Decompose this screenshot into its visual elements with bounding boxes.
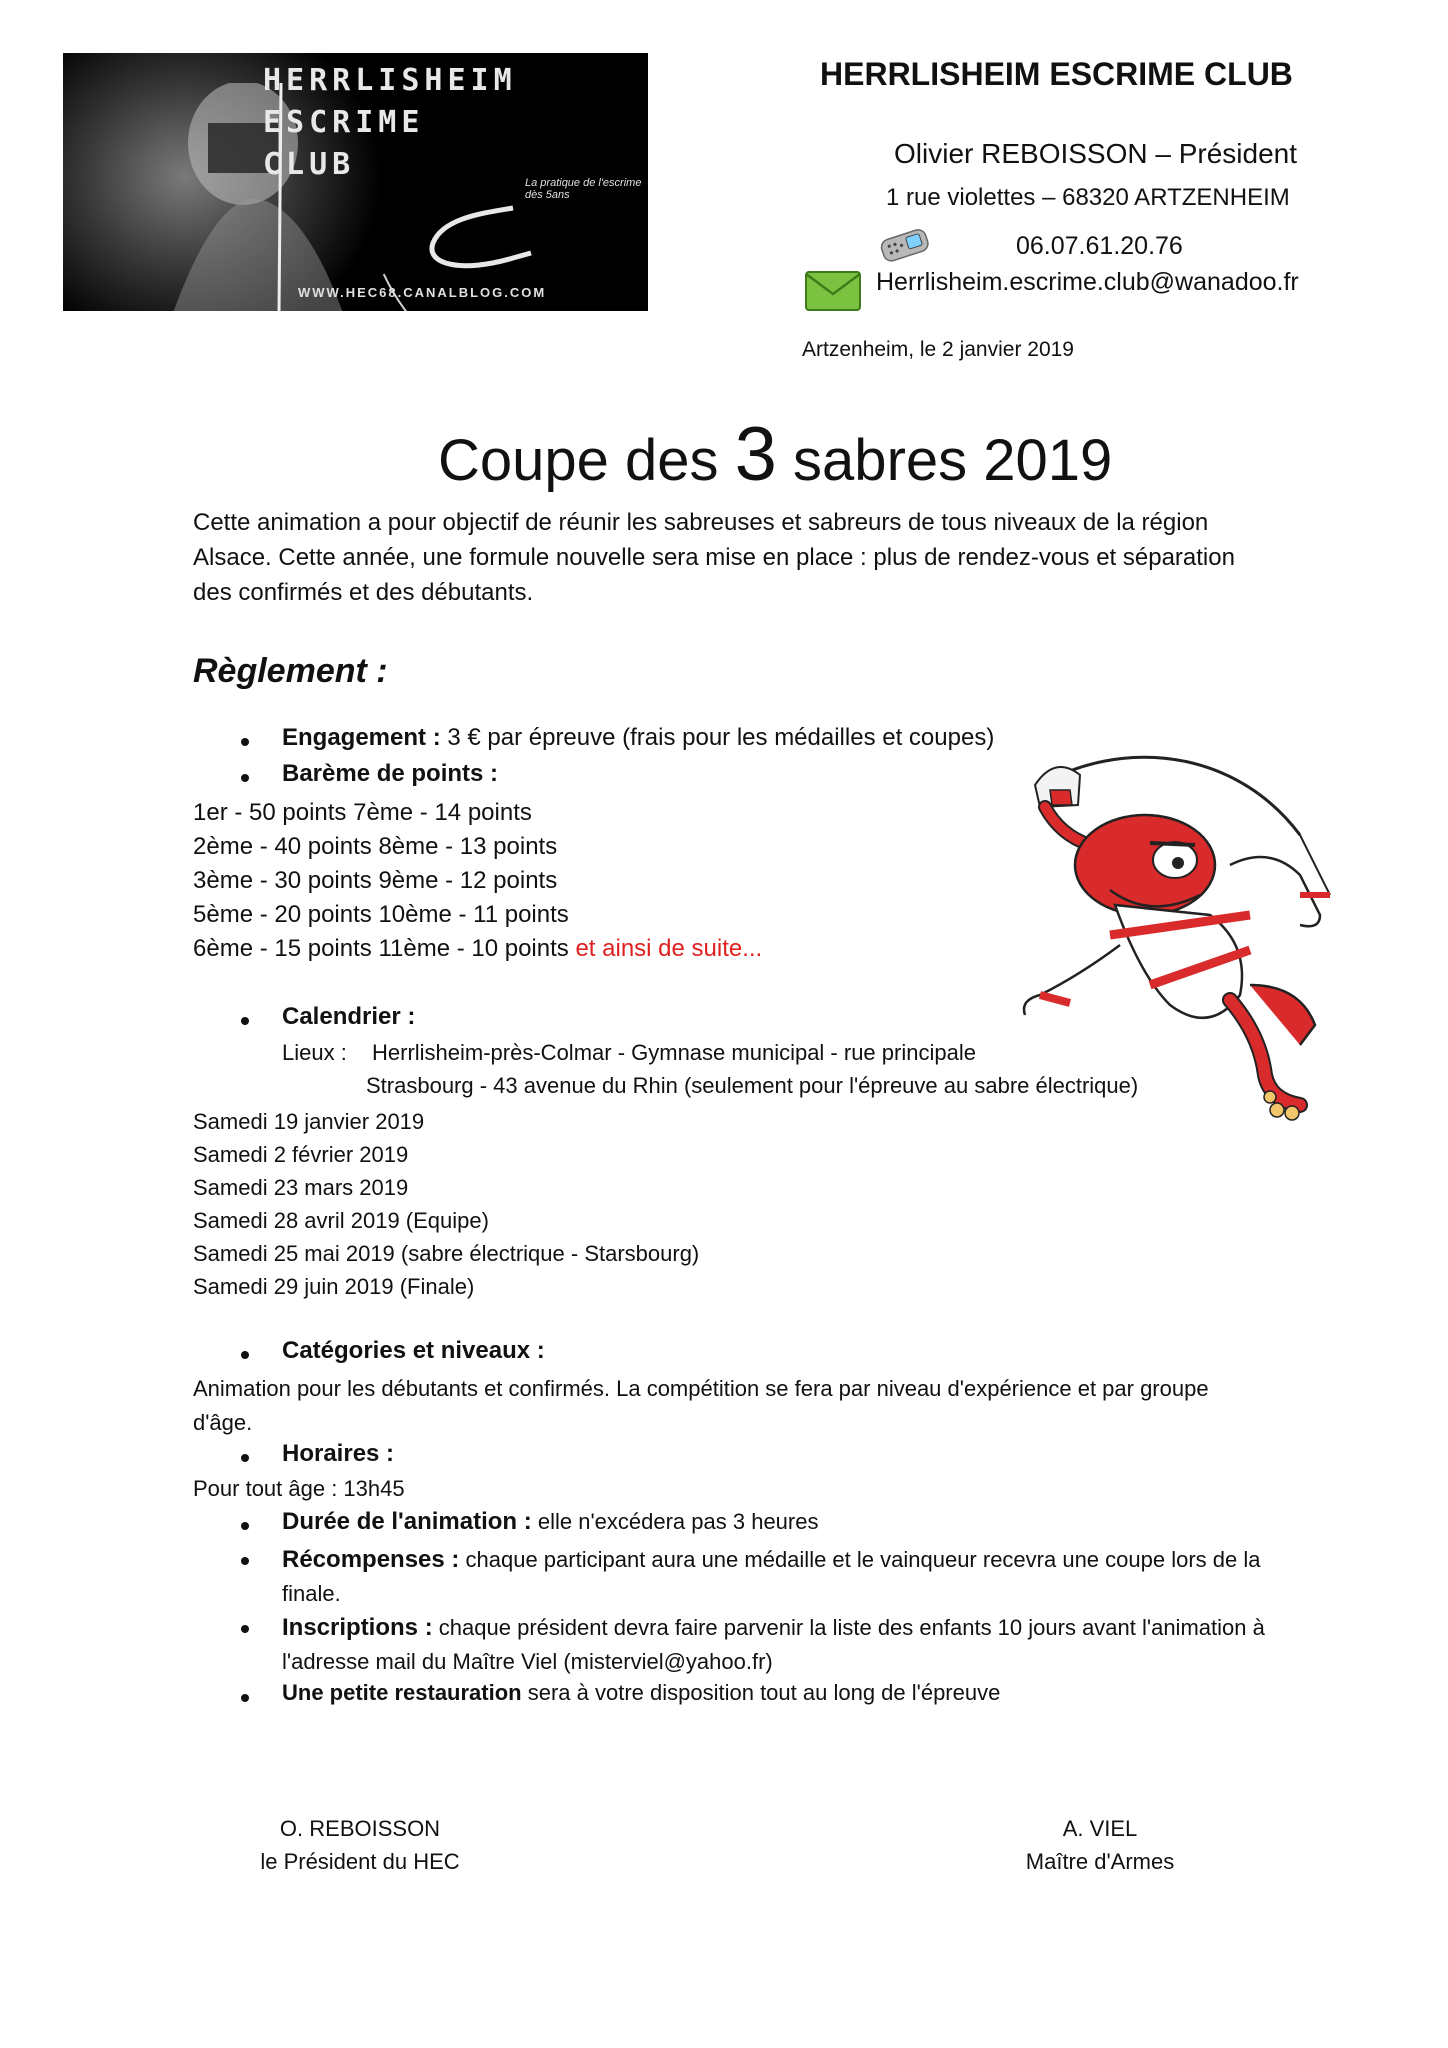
calendar-dates xyxy=(193,1105,699,1303)
president-line: Olivier REBOISSON – Président xyxy=(894,138,1298,169)
bareme-row: 1er - 50 points 7ème - 14 points xyxy=(193,799,532,826)
intro-line: des confirmés et des débutants. xyxy=(193,579,534,606)
signature-left-name: O. REBOISSON xyxy=(279,1816,441,1841)
recompenses-text: chaque participant aura une médaille et le vainqueur recevra une coupe lors de la xyxy=(459,1547,1261,1572)
bareme-table xyxy=(193,796,762,966)
logo-line3: CLUB xyxy=(263,147,356,182)
title-part2: sabres 2019 xyxy=(776,428,1113,493)
bareme-label: Barème de points : xyxy=(282,760,499,787)
engagement-label: Engagement : xyxy=(282,724,441,751)
signature-right-name: A. VIEL xyxy=(1062,1816,1138,1841)
logo-tagline: La pratique de l'escrime dès 5ans xyxy=(525,177,642,201)
signature-left xyxy=(160,1812,560,1878)
bareme-row: 5ème - 20 points 10ème - 11 points xyxy=(193,901,569,928)
letter-date: Artzenheim, le 2 janvier 2019 xyxy=(802,338,1074,361)
inscriptions-line: l'adresse mail du Maître Viel (misterviel@yahoo.fr) xyxy=(282,1649,773,1674)
calendar-date: Samedi 23 mars 2019 xyxy=(193,1175,409,1200)
calendar-date: Samedi 25 mai 2019 (sabre électrique - Starsbourg) xyxy=(193,1241,700,1266)
address-line: 1 rue violettes – 68320 ARTZENHEIM xyxy=(886,184,1290,211)
inscriptions-item xyxy=(282,1611,1422,1679)
bullet xyxy=(241,1454,249,1462)
lieux-label: Lieux : xyxy=(282,1040,347,1065)
recompenses-label: Récompenses : xyxy=(282,1546,460,1573)
engagement-item xyxy=(282,724,994,752)
bareme-row-last: 6ème - 15 points 11ème - 10 points xyxy=(193,935,569,962)
lieu-strasbourg: Strasbourg - 43 avenue du Rhin (seulement pour l'épreuve au sabre électrique) xyxy=(366,1073,1139,1098)
recompenses-item xyxy=(282,1543,1402,1611)
signature-right xyxy=(900,1812,1300,1878)
sabre-swirl-icon xyxy=(403,203,533,283)
bullet xyxy=(241,1351,249,1359)
logo-line2: ESCRIME xyxy=(263,105,425,140)
phone-number: 06.07.61.20.76 xyxy=(1016,232,1183,260)
intro-line: Cette animation a pour objectif de réunir les sabreuses et sabreurs de tous niveaux de la région xyxy=(193,509,1209,536)
calendar-date: Samedi 19 janvier 2019 xyxy=(193,1109,425,1134)
bullet xyxy=(241,1017,249,1025)
email-address[interactable]: Herrlisheim.escrime.club@wanadoo.fr xyxy=(876,268,1299,296)
bullet xyxy=(241,774,249,782)
restauration-label: Une petite restauration xyxy=(282,1680,522,1705)
title-number: 3 xyxy=(734,412,777,497)
bareme-row xyxy=(193,932,762,966)
categories-line: d'âge. xyxy=(193,1410,253,1435)
calendar-date: Samedi 29 juin 2019 (Finale) xyxy=(193,1274,475,1299)
fencer-mascot-drawing xyxy=(1000,745,1370,1125)
bareme-suite: et ainsi de suite... xyxy=(568,935,763,962)
logo-url: WWW.HEC68.CANALBLOG.COM xyxy=(298,285,547,300)
categories-label: Catégories et niveaux : xyxy=(282,1337,545,1364)
inscriptions-label: Inscriptions : xyxy=(282,1614,433,1641)
phone-icon xyxy=(876,228,936,264)
calendar-date: Samedi 2 février 2019 xyxy=(193,1142,409,1167)
restauration-text: sera à votre disposition tout au long de l'épreuve xyxy=(521,1680,1001,1705)
duree-label: Durée de l'animation : xyxy=(282,1508,532,1535)
bullet xyxy=(241,1522,249,1530)
engagement-text: 3 € par épreuve (frais pour les médailles et coupes) xyxy=(440,724,995,751)
logo-line1: HERRLISHEIM xyxy=(263,63,517,98)
page-title xyxy=(438,412,1113,501)
intro-paragraph xyxy=(193,505,1393,610)
club-logo xyxy=(63,53,648,311)
inscriptions-line xyxy=(282,1611,1422,1645)
bullet xyxy=(241,1625,249,1633)
title-part1: Coupe des xyxy=(438,428,735,493)
lieu-herrlisheim: Herrlisheim-près-Colmar - Gymnase municipal - rue principale xyxy=(372,1040,976,1065)
club-name: HERRLISHEIM ESCRIME CLUB xyxy=(820,56,1293,92)
duree-text: elle n'excédera pas 3 heures xyxy=(531,1509,819,1534)
bareme-row: 2ème - 40 points 8ème - 13 points xyxy=(193,833,558,860)
reglement-heading: Règlement : xyxy=(193,652,388,690)
duree-item xyxy=(282,1508,818,1536)
bullet xyxy=(241,738,249,746)
intro-line: Alsace. Cette année, une formule nouvelle sera mise en place : plus de rendez-vous et séparation xyxy=(193,544,1235,571)
categories-text xyxy=(193,1372,1413,1440)
categories-line: Animation pour les débutants et confirmés. La compétition se fera par niveau d'expérience et par groupe xyxy=(193,1376,1209,1401)
calendrier-label: Calendrier : xyxy=(282,1003,416,1030)
inscriptions-text: chaque président devra faire parvenir la liste des enfants 10 jours avant l'animation à xyxy=(432,1615,1265,1640)
bareme-row: 3ème - 30 points 9ème - 12 points xyxy=(193,867,558,894)
horaires-text: Pour tout âge : 13h45 xyxy=(193,1476,405,1501)
restauration-item xyxy=(282,1680,1000,1706)
signature-right-role: Maître d'Armes xyxy=(1025,1849,1175,1874)
recompenses-line: finale. xyxy=(282,1581,341,1606)
recompenses-line xyxy=(282,1543,1402,1577)
signature-left-role: le Président du HEC xyxy=(260,1849,460,1874)
envelope-icon xyxy=(804,270,862,312)
bullet xyxy=(241,1557,249,1565)
calendar-date: Samedi 28 avril 2019 (Equipe) xyxy=(193,1208,489,1233)
bullet xyxy=(241,1694,249,1702)
horaires-label: Horaires : xyxy=(282,1440,395,1467)
